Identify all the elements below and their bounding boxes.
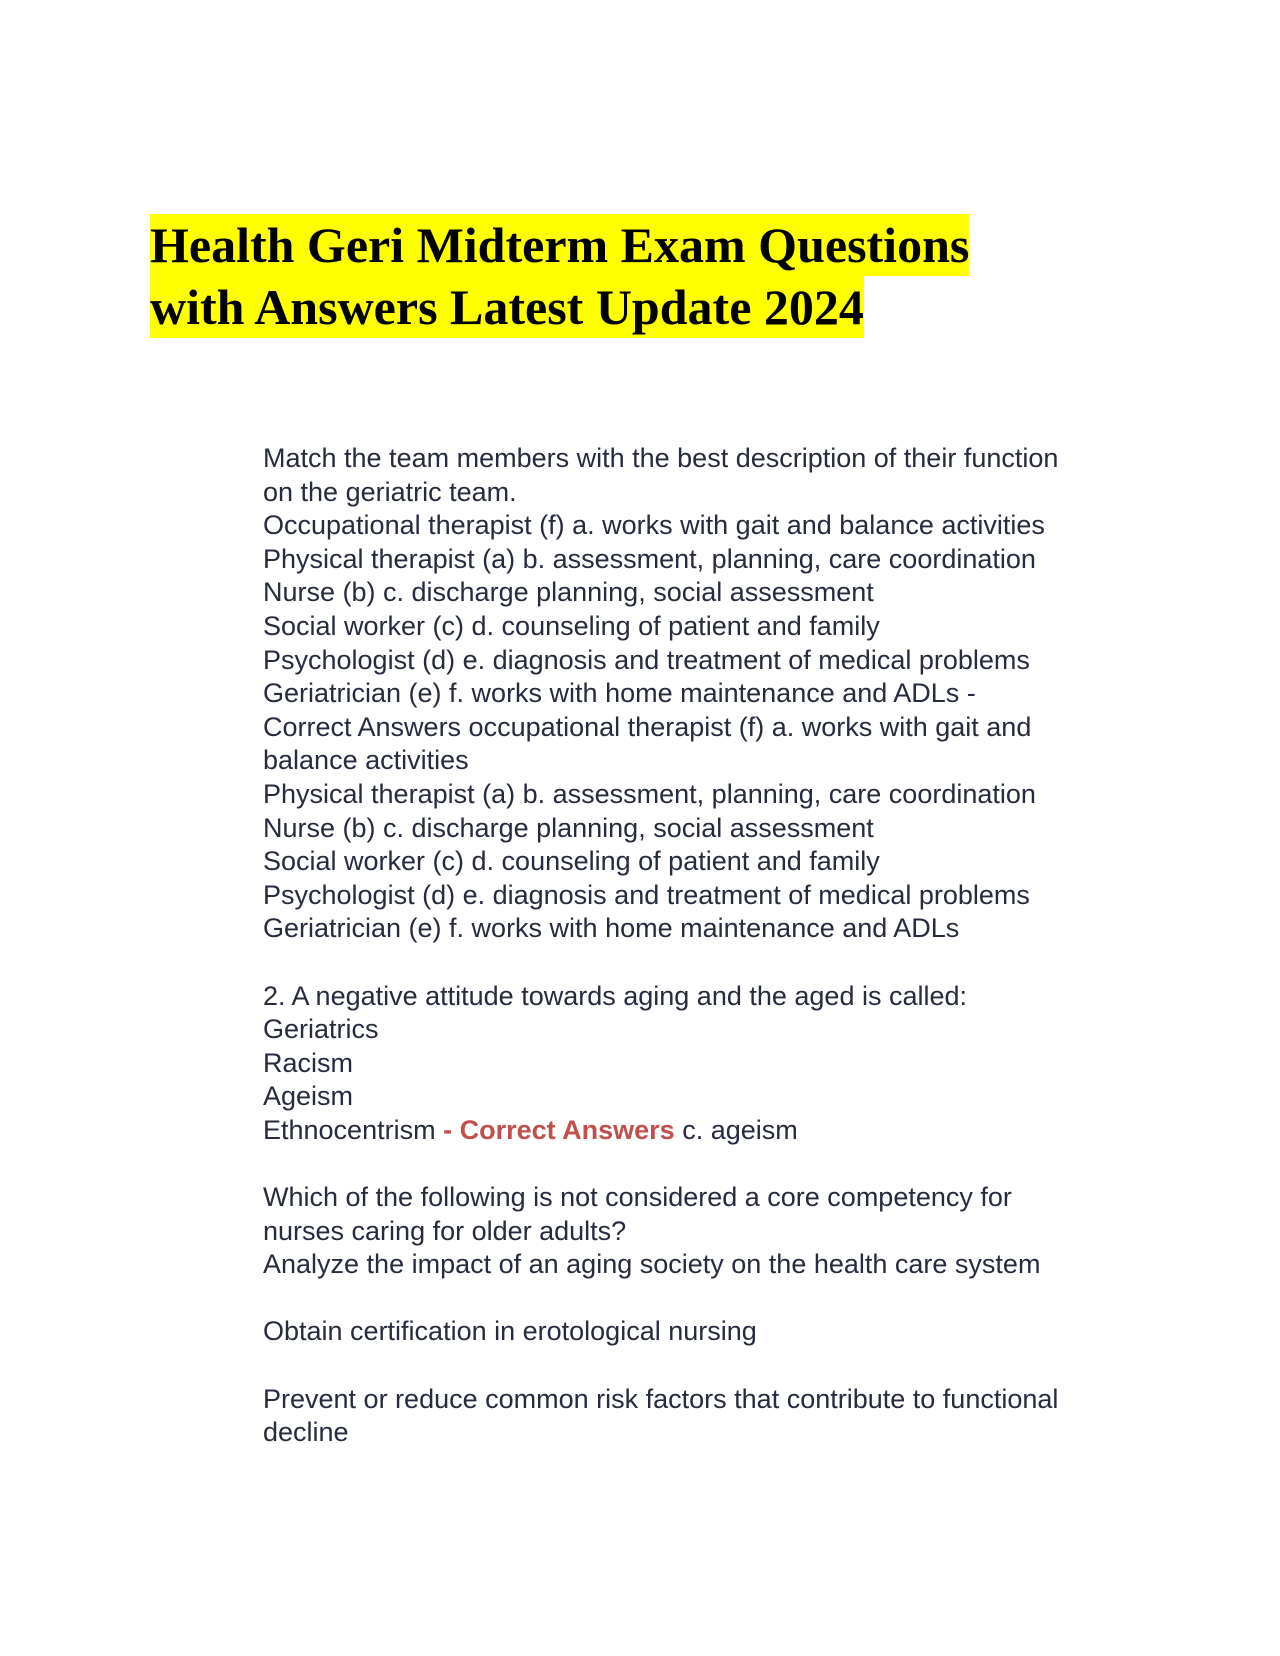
correct-answers-label: - Correct Answers <box>443 1114 675 1145</box>
q1-line: Physical therapist (a) b. assessment, planning, care coordination <box>263 543 1036 574</box>
q3-option: Obtain certification in erotological nursing <box>263 1316 757 1347</box>
q1-line: Physical therapist (a) b. assessment, planning, care coordination <box>263 778 1036 809</box>
q3-option: Prevent or reduce common risk factors that contribute to functional <box>263 1383 1059 1414</box>
q1-line: Occupational therapist (f) a. works with gait and balance activities <box>263 510 1045 541</box>
q2-question: 2. A negative attitude towards aging and the aged is called: <box>263 980 968 1011</box>
document-body <box>263 442 1143 1450</box>
q1-line: Psychologist (d) e. diagnosis and treatment of medical problems <box>263 879 1030 910</box>
q1-line: Psychologist (d) e. diagnosis and treatment of medical problems <box>263 644 1030 675</box>
q2-option: Racism <box>263 1047 354 1078</box>
paragraph-gap <box>263 1282 1143 1316</box>
document-title <box>150 214 1150 338</box>
q1-line: Match the team members with the best description of their function <box>263 443 1059 473</box>
paragraph-gap <box>263 946 1143 980</box>
q1-line: Social worker (c) d. counseling of patient and family <box>263 846 880 877</box>
paragraph-gap <box>263 1349 1143 1383</box>
q2-option: Ageism <box>263 1081 354 1112</box>
q3-option: Analyze the impact of an aging society on the health care system <box>263 1249 1041 1280</box>
q1-line: on the geriatric team. <box>263 476 517 507</box>
q1-line: Geriatrician (e) f. works with home maintenance and ADLs - <box>263 678 976 709</box>
q3-option: decline <box>263 1417 349 1448</box>
title-line-2: with Answers Latest Update 2024 <box>150 276 864 338</box>
q2-option: Geriatrics <box>263 1014 379 1045</box>
question-1 <box>263 442 1143 946</box>
q1-line: Social worker (c) d. counseling of patient and family <box>263 610 880 641</box>
q1-line: balance activities <box>263 745 469 776</box>
q1-line: Correct Answers occupational therapist (f) a. works with gait and <box>263 711 1032 742</box>
q1-line: Nurse (b) c. discharge planning, social assessment <box>263 577 874 608</box>
q3-question-line: Which of the following is not considered a core competency for <box>263 1182 1012 1213</box>
q2-answer-line <box>263 1114 1143 1148</box>
q1-line: Geriatrician (e) f. works with home maintenance and ADLs <box>263 913 960 944</box>
q3-question-line: nurses caring for older adults? <box>263 1215 627 1246</box>
question-3 <box>263 1181 1143 1450</box>
q1-line: Nurse (b) c. discharge planning, social assessment <box>263 812 874 843</box>
title-line-1: Health Geri Midterm Exam Questions <box>150 214 969 276</box>
q2-last-option: Ethnocentrism <box>263 1114 436 1145</box>
paragraph-gap <box>263 1147 1143 1181</box>
q2-answer: c. ageism <box>682 1114 798 1145</box>
question-2 <box>263 980 1143 1148</box>
